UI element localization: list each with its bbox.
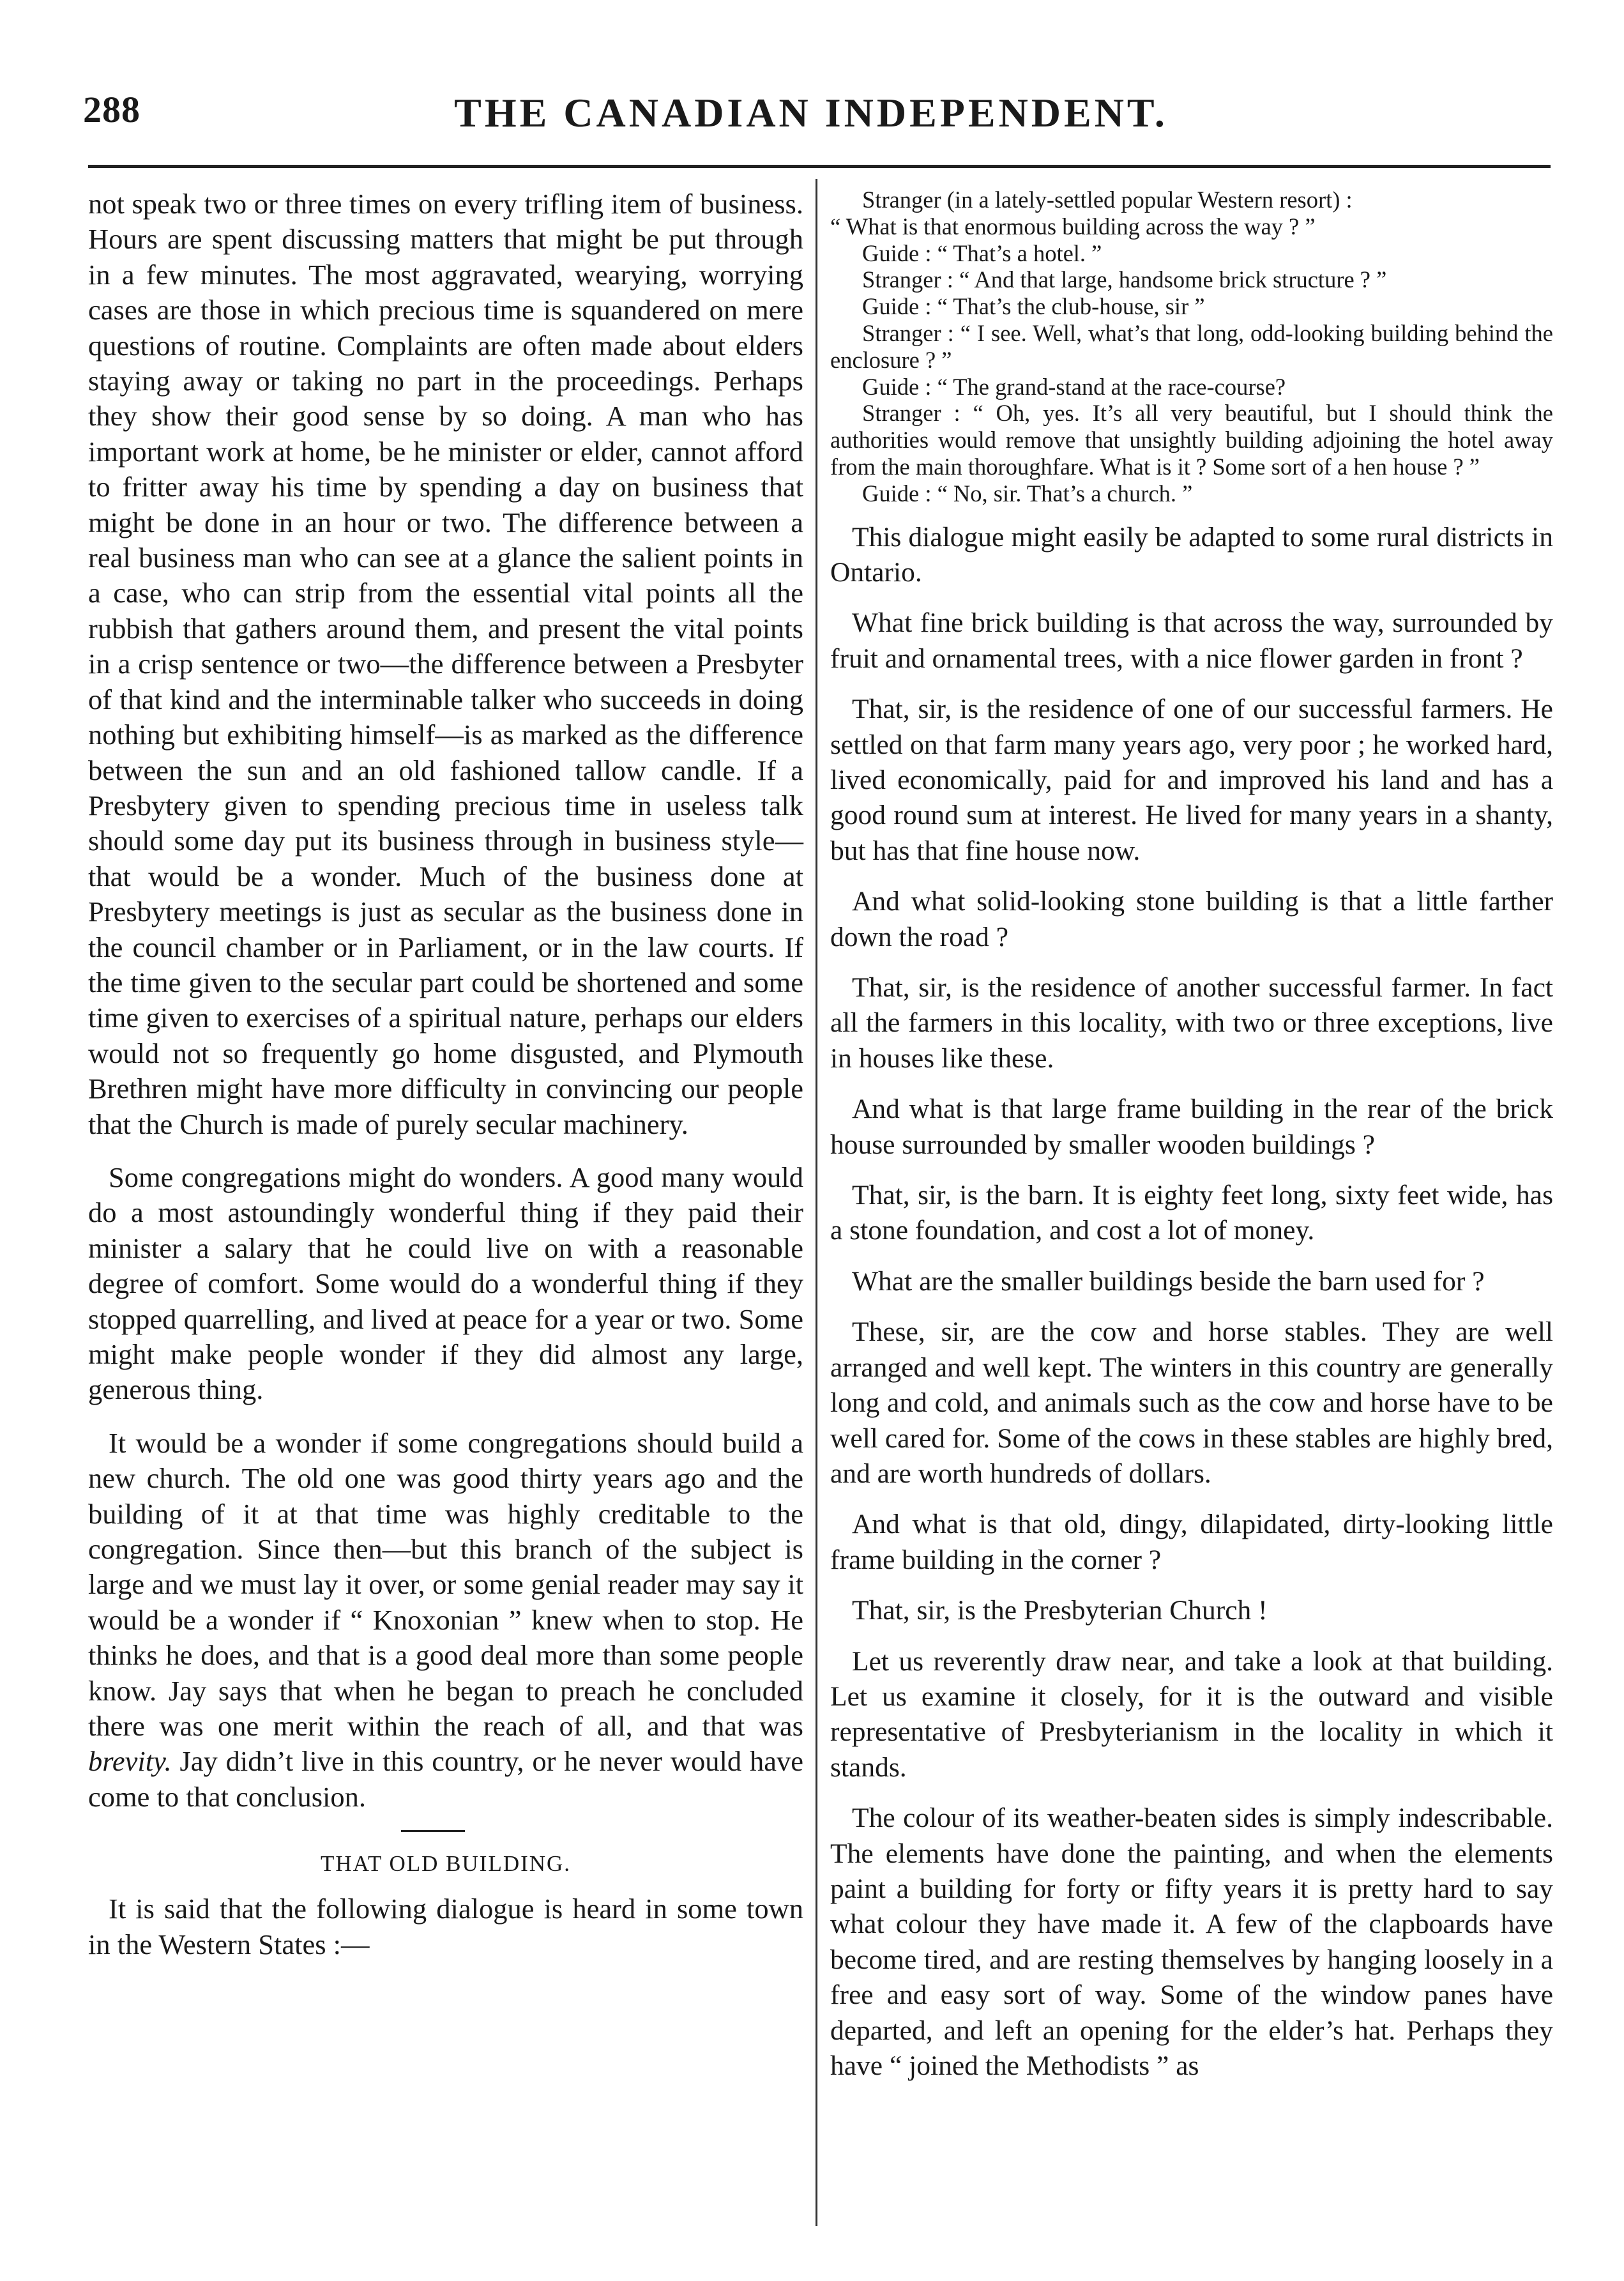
right-paragraph: That, sir, is the residence of one of our successful farmers. He settled on that farm many years ago, very poor ; he worked hard, lived economically, paid for and improved his land and has a good round sum at interest. He lived for many years in a shanty, but has that fine house now. <box>830 694 1553 866</box>
paragraph-new-church-end: Jay didn’t live in this country, or he never would have come to that conclusion. <box>88 1745 803 1813</box>
column-rule <box>816 179 817 2226</box>
paragraph-dialogue-intro: It is said that the following dialogue is heard in some town in the Western States :— <box>88 1893 803 1960</box>
right-paragraph: That, sir, is the Presbyterian Church ! <box>852 1595 1268 1626</box>
dialogue-line: “ What is that enormous building across the way ? ” <box>830 213 1316 240</box>
header-rule <box>88 165 1551 168</box>
section-heading: THAT OLD BUILDING. <box>320 1851 572 1877</box>
right-paragraph: What are the smaller buildings beside the barn used for ? <box>852 1265 1485 1297</box>
dialogue-block <box>830 187 1553 507</box>
right-paragraph: That, sir, is the residence of another successful farmer. In fact all the farmers in this locality, with two or three exceptions, live in houses like these. <box>830 972 1553 1074</box>
dialogue-line: Stranger : “ I see. Well, what’s that long, odd-looking building behind the enclosure ? ” <box>830 319 1553 373</box>
paragraph-new-church <box>88 1426 803 1815</box>
section-divider <box>88 1815 803 1839</box>
paragraph-presbytery-business: not speak two or three times on every trifling item of business. Hours are spent discussing matters that might be put through in a few minutes. The most aggravated, wearying, worrying cases are those in which precious time is squandered on mere questions of routine. Complaints are often made about elders staying away or taking no part in the proceedings. Perhaps they show their good sense by so doing. A man who has important work at home, be he minister or elder, cannot afford to fritter away his time by spending a day on business that might be done in an hour or two. The difference between a real business man who can see at a glance the salient points in a case, who can strip from the essential vital points all the rubbish that gathers around them, and present the vital points in a crisp sentence or two—the difference between a Presbyter of that kind and the interminable talker who succeeds in doing nothing but exhibiting himself—is as marked as the difference between the sun and an old fashioned tallow candle. If a Presbytery given to spending precious time in useless talk should some day put its business through in business style—that would be a wonder. Much of the business done at Presbytery meetings is just as secular as the business done in the council chamber or in Parliament, or in the law courts. If the time given to the secular part could be shortened and some time given to exercises of a spiritual nature, perhaps our elders would not so frequently go home disgusted, and Plymouth Brethren might have more difficulty in convincing our people that the Church is made of purely secular machinery. <box>88 188 803 1140</box>
right-paragraph: The colour of its weather-beaten sides is simply indescribable. The elements have done the painting, and when the elements paint a building for forty or fifty years it is pretty hard to say what colour they have made it. A few of the clapboards have become tired, and are resting themselves by hanging loosely in a free and easy sort of way. Some of the window panes have departed, and left an opening for the elder’s hat. Perhaps they have “ joined the Methodists ” as <box>830 1803 1553 2081</box>
dialogue-line: Stranger (in a lately-settled popular Western resort) : <box>862 187 1353 213</box>
dialogue-line: Guide : “ That’s the club-house, sir ” <box>862 293 1205 320</box>
right-column <box>830 187 1553 2084</box>
right-paragraph: These, sir, are the cow and horse stables. They are well arranged and well kept. The winters in this country are generally long and cold, and animals such as the cow and horse have to be well cared for. Some of the cows in these stables are highly bred, and are worth hundreds of dollars. <box>830 1316 1553 1489</box>
paragraph-congregations-wonders: Some congregations might do wonders. A good many would do a most astoundingly wonderful thing if they paid their minister a salary that he could live on with a reasonable degree of comfort. Some would do a wonderful thing if they stopped quarrelling, and lived at peace for a year or two. Some might make people wonder if they did almost any large, generous thing. <box>88 1161 803 1406</box>
right-paragraph: That, sir, is the barn. It is eighty feet long, sixty feet wide, has a stone foundation, and cost a lot of money. <box>830 1180 1553 1246</box>
left-column <box>88 187 803 1962</box>
page-number: 288 <box>83 89 140 130</box>
paragraph-new-church-text: It would be a wonder if some congregations should build a new church. The old one was good thirty years ago and the building of it at that time was highly creditable to the congregation. Since then—but this branch of the subject is large and we must lay it over, or some genial reader may say it would be a wonder if “ Knoxonian ” knew when to stop. He thinks he does, and that is a good deal more than some people know. Jay says that when he began to preach he concluded there was one merit within the reach of all, and that was <box>88 1426 803 1743</box>
running-header <box>83 75 1539 146</box>
journal-title: THE CANADIAN INDEPENDENT. <box>454 90 1168 135</box>
dialogue-line: Guide : “ No, sir. That’s a church. ” <box>862 480 1193 507</box>
right-paragraph: This dialogue might easily be adapted to some rural districts in Ontario. <box>830 521 1553 588</box>
right-paragraph: And what solid-looking stone building is that a little farther down the road ? <box>830 886 1553 952</box>
dialogue-line: Stranger : “ Oh, yes. It’s all very beautiful, but I should think the authorities would remove that unsightly building adjoining the hotel away from the main thoroughfare. What is it ? Some sort of a hen house ? ” <box>830 400 1553 480</box>
brevity-italic: brevity. <box>88 1745 172 1778</box>
dialogue-line: Guide : “ That’s a hotel. ” <box>862 240 1102 266</box>
right-paragraph: And what is that large frame building in the rear of the brick house surrounded by smaller wooden buildings ? <box>830 1094 1553 1160</box>
dialogue-line: Guide : “ The grand-stand at the race-course? <box>862 373 1286 400</box>
right-paragraph: Let us reverently draw near, and take a look at that building. Let us examine it closely, for it is the outward and visible representative of Presbyterianism in the locality in which it stands. <box>830 1645 1553 1783</box>
dialogue-line: Stranger : “ And that large, handsome brick structure ? ” <box>862 266 1387 293</box>
right-paragraph: What fine brick building is that across the way, surrounded by fruit and ornamental trees, with a nice flower garden in front ? <box>830 607 1553 674</box>
right-paragraph: And what is that old, dingy, dilapidated, dirty-looking little frame building in the corner ? <box>830 1509 1553 1575</box>
